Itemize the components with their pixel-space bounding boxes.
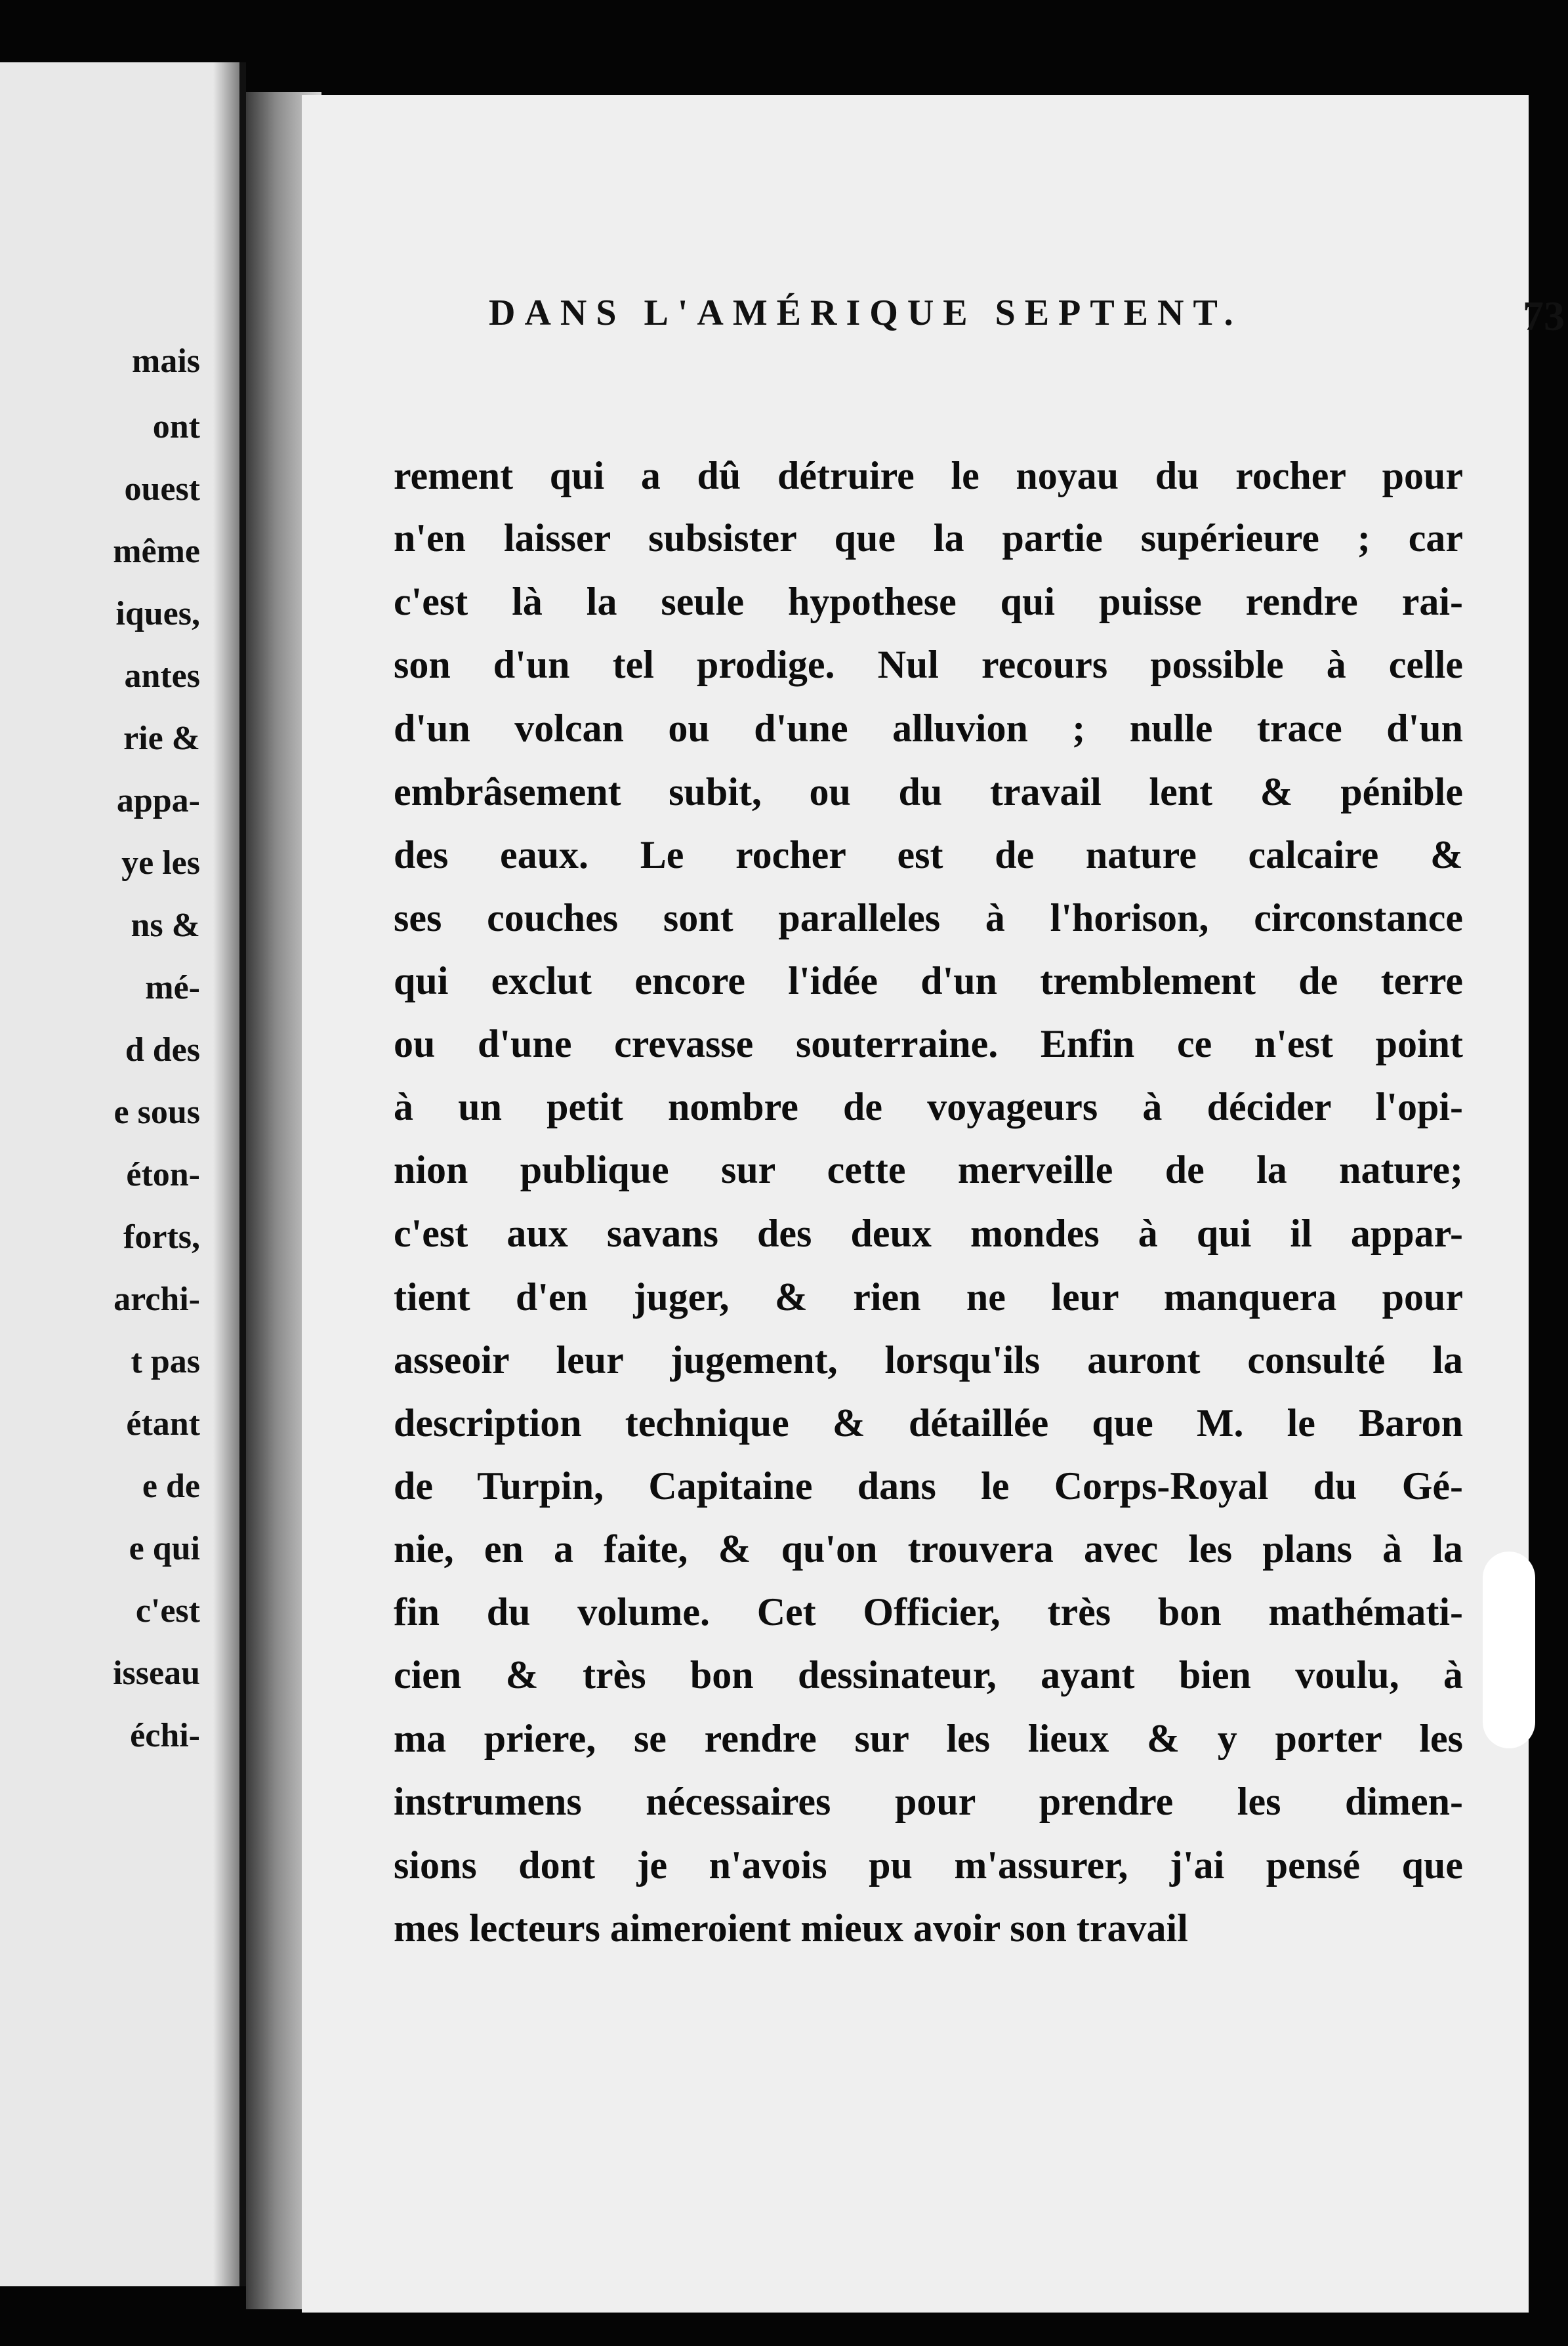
text-line: c'est là la seule hypothese qui puisse rendre rai- — [394, 580, 1463, 623]
left-page-line: ont — [152, 408, 200, 445]
left-page-line: ye les — [121, 844, 200, 882]
text-line: d'un volcan ou d'une alluvion ; nulle trace d'un — [394, 707, 1463, 750]
running-header — [489, 292, 1565, 344]
text-line: nion publique sur cette merveille de la nature; — [394, 1148, 1463, 1191]
text-line: son d'un tel prodige. Nul recours possible à celle — [394, 643, 1463, 686]
left-page-line: éton- — [126, 1156, 200, 1193]
text-line: qui exclut encore l'idée d'un tremblement de terre — [394, 959, 1463, 1002]
left-page-gutter-shadow — [213, 62, 239, 2286]
left-page-line: c'est — [135, 1592, 200, 1630]
left-page-line: iques, — [115, 595, 200, 632]
text-line: instrumens nécessaires pour prendre les dimen- — [394, 1780, 1463, 1823]
text-line: des eaux. Le rocher est de nature calcaire & — [394, 833, 1463, 876]
left-page-line: même — [113, 533, 200, 570]
left-page-line: ouest — [124, 470, 200, 508]
text-line: ma priere, se rendre sur les lieux & y porter les — [394, 1717, 1463, 1760]
left-page-line: d des — [125, 1031, 200, 1069]
text-line: ses couches sont paralleles à l'horison, circonstance — [394, 896, 1463, 939]
running-title: DANS L'AMÉRIQUE SEPTENT. — [489, 293, 1243, 333]
text-line: n'en laisser subsister que la partie supérieure ; car — [394, 516, 1463, 560]
text-line: asseoir leur jugement, lorsqu'ils auront consulté la — [394, 1338, 1463, 1382]
text-line: c'est aux savans des deux mondes à qui il appar- — [394, 1212, 1463, 1255]
paper-damage-spot — [1483, 1552, 1535, 1748]
left-page-fragment — [0, 62, 246, 2286]
text-line: ou d'une crevasse souterraine. Enfin ce n'est point — [394, 1022, 1463, 1065]
page-number: 73 — [1523, 293, 1565, 339]
left-page-line: échi- — [130, 1717, 200, 1754]
text-line: embrâsement subit, ou du travail lent & pénible — [394, 770, 1463, 813]
left-page-line: appa- — [116, 782, 200, 819]
left-page-line: mais — [132, 342, 200, 380]
left-page-line: e qui — [129, 1530, 200, 1567]
text-line: à un petit nombre de voyageurs à décider l'opi- — [394, 1085, 1463, 1128]
text-line: rement qui a dû détruire le noyau du rocher pour — [394, 454, 1463, 497]
left-page-line: mé- — [145, 969, 200, 1006]
left-page-line: antes — [124, 657, 200, 695]
text-line: sions dont je n'avois pu m'assurer, j'ai pensé que — [394, 1843, 1463, 1887]
text-line: nie, en a faite, & qu'on trouvera avec les plans à la — [394, 1527, 1463, 1571]
left-page-line: e de — [142, 1468, 200, 1505]
left-page-line: archi- — [113, 1281, 200, 1318]
left-page-line: isseau — [113, 1655, 200, 1692]
text-line: fin du volume. Cet Officier, très bon mathémati- — [394, 1590, 1463, 1634]
left-page-line: rie & — [123, 720, 200, 757]
left-page-line: t pas — [131, 1343, 200, 1380]
text-line: de Turpin, Capitaine dans le Corps-Royal du Gé- — [394, 1464, 1463, 1508]
left-page-line: ns & — [131, 907, 200, 944]
left-page-line: forts, — [123, 1218, 200, 1256]
text-line: mes lecteurs aimeroient mieux avoir son travail — [394, 1906, 1188, 1950]
text-line: cien & très bon dessinateur, ayant bien voulu, à — [394, 1653, 1463, 1697]
left-page-line: e sous — [113, 1094, 200, 1131]
right-page — [302, 95, 1565, 2313]
text-line: tient d'en juger, & rien ne leur manquera pour — [394, 1275, 1463, 1319]
text-line: description technique & détaillée que M. le Baron — [394, 1401, 1463, 1445]
left-page-line: étant — [126, 1405, 200, 1443]
